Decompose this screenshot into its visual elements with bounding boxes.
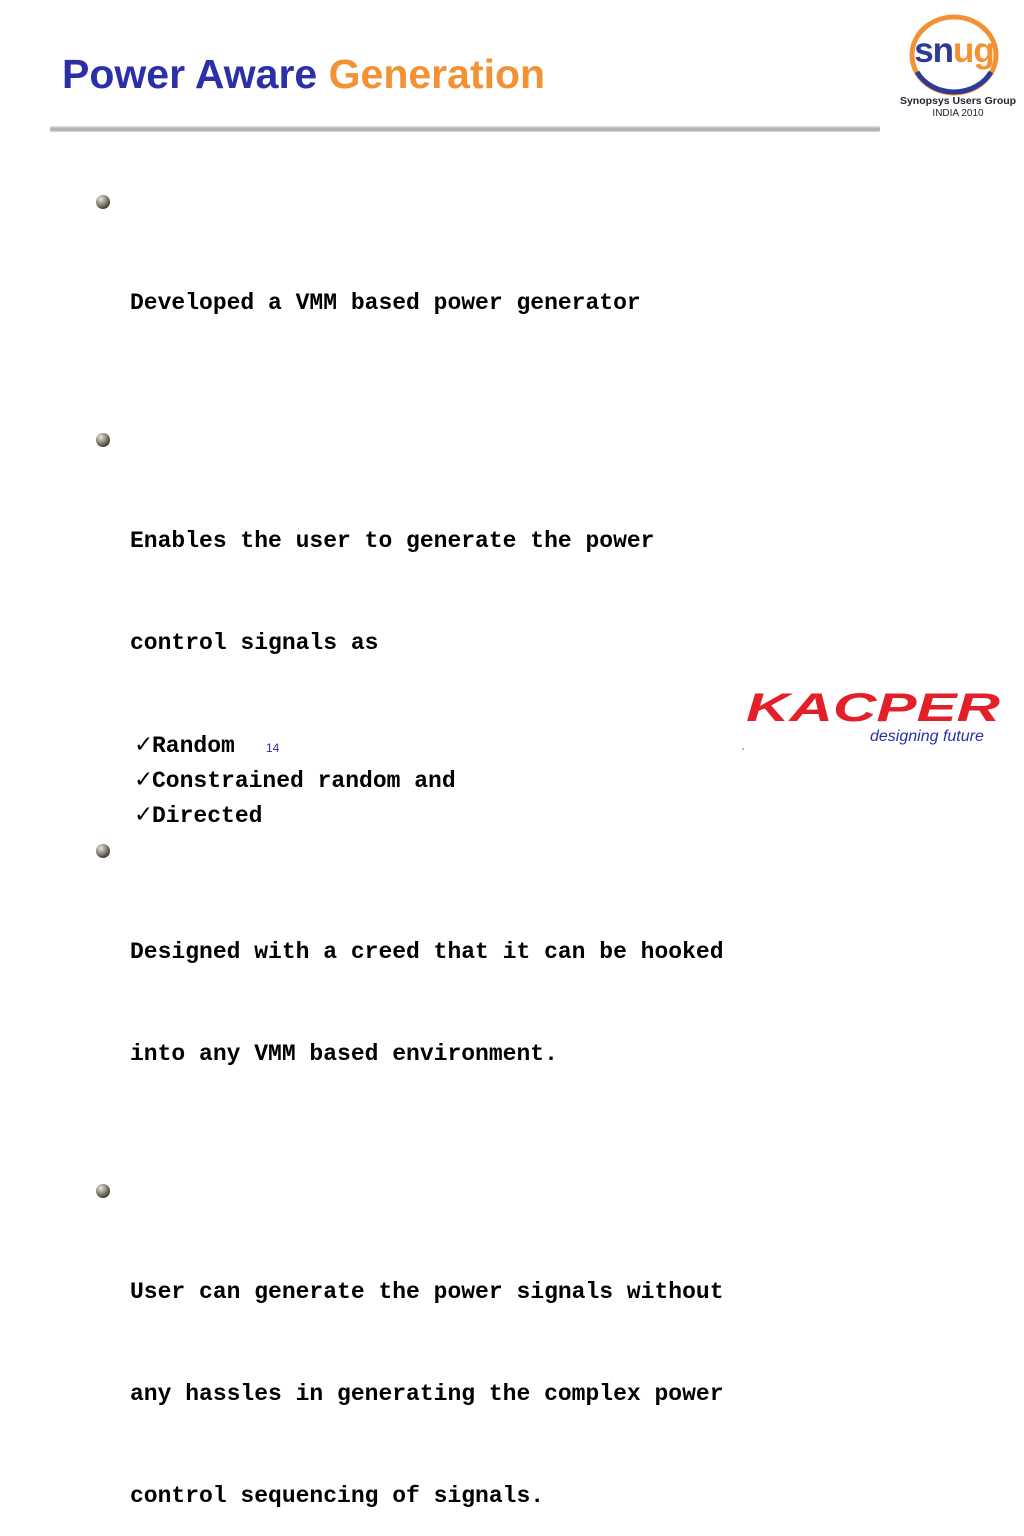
checkmark-icon: ✓: [134, 802, 154, 828]
bullet-item-3: [96, 833, 896, 1139]
bullet-line: Developed a VMM based power generator: [130, 290, 641, 316]
bullet-dot-icon: [96, 844, 110, 858]
checkmark-icon: ✓: [134, 732, 154, 758]
snug-ring-icon: [907, 12, 1001, 98]
snug-word-sn: sn: [914, 31, 954, 70]
kacper-logo: [742, 688, 1004, 754]
bullet-line: Designed with a creed that it can be hooked: [130, 939, 724, 965]
bullet-list: [96, 184, 896, 1536]
slide-title-part2: Generation: [328, 51, 546, 97]
slide-title: [62, 48, 545, 100]
bullet-line: control signals as: [130, 630, 379, 656]
bullet-line: into any VMM based environment.: [130, 1041, 558, 1067]
bullet-dot-icon: [96, 433, 110, 447]
bullet-item-2: [96, 422, 896, 728]
snug-group-name: Synopsys Users Group: [899, 95, 1017, 107]
sub-item-label: Constrained random and: [152, 768, 456, 794]
sub-item-label: Directed: [152, 803, 263, 829]
bullet-line: control sequencing of signals.: [130, 1483, 545, 1509]
sub-item-directed: [96, 798, 896, 833]
bullet-line: Enables the user to generate the power: [130, 528, 655, 554]
snug-word-ug: ug: [953, 31, 994, 70]
title-divider: [50, 126, 880, 132]
sub-item-label: Random: [152, 733, 235, 759]
bullet-item-1: [96, 184, 896, 388]
bullet-dot-icon: [96, 1184, 110, 1198]
snug-event: INDIA 2010: [932, 108, 984, 119]
kacper-tagline: designing future: [870, 728, 984, 745]
kacper-word: KACPER: [746, 688, 1001, 728]
bullet-dot-icon: [96, 195, 110, 209]
snug-logo: [896, 12, 1020, 124]
bullet-item-4: [96, 1173, 896, 1536]
sub-item-constrained-random: [96, 763, 896, 798]
slide-title-part1: Power Aware: [62, 51, 318, 97]
kacper-wordmark: [744, 688, 1004, 728]
checkmark-icon: ✓: [134, 767, 154, 793]
bullet-line: any hassles in generating the complex power: [130, 1381, 724, 1407]
bullet-line: User can generate the power signals without: [130, 1279, 724, 1305]
page-number: 14: [266, 741, 280, 755]
snug-wordmark: [907, 31, 1001, 71]
